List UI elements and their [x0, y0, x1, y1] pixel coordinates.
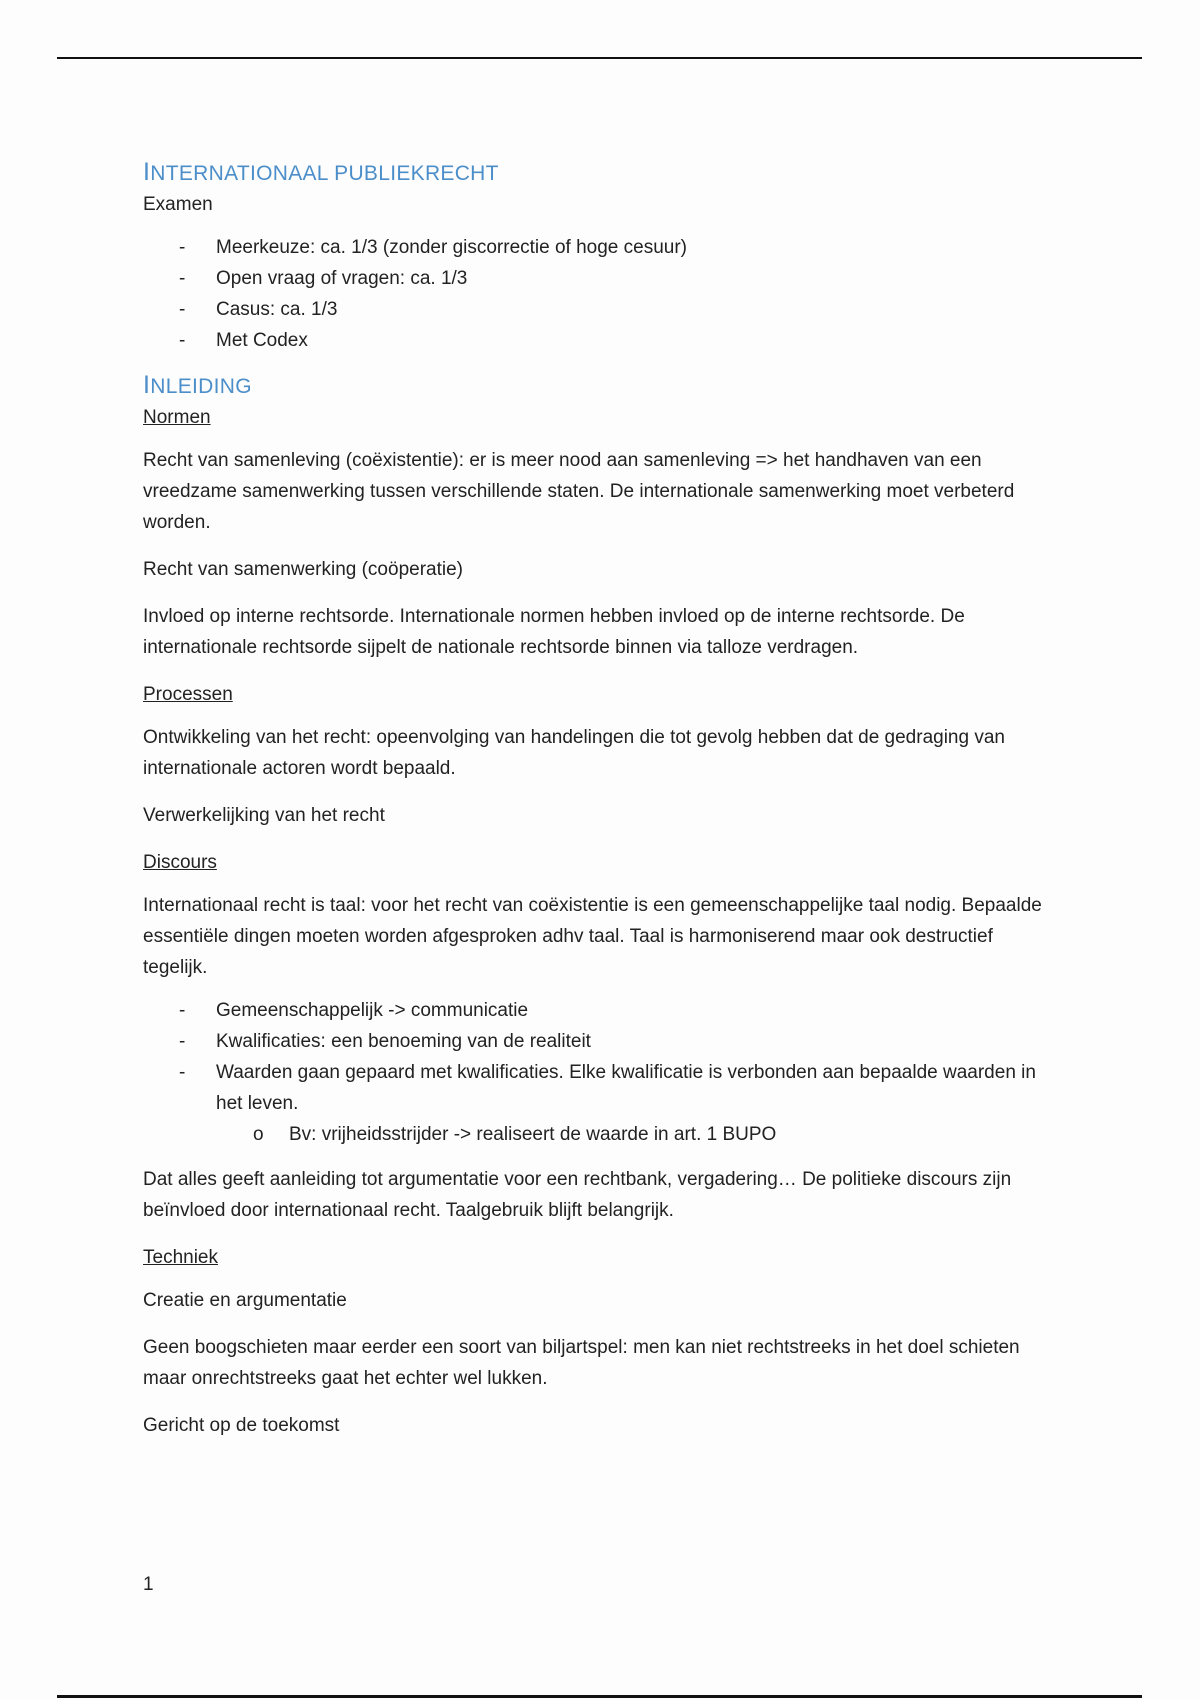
list-item: - Kwalificaties: een benoeming van de realiteit — [179, 1031, 591, 1052]
list-item: - Meerkeuze: ca. 1/3 (zonder giscorrectie of hoge cesuur) — [179, 237, 688, 258]
page-number: 1 — [143, 1574, 154, 1595]
document-title: INTERNATIONAAL PUBLIEKRECHT — [143, 158, 499, 186]
paragraph: Ontwikkeling van het recht: opeenvolging van handelingen die tot gevolg hebben dat de gedraging van internationale actoren wordt bepaald. — [143, 727, 1005, 779]
subheading-normen: Normen — [143, 407, 211, 428]
paragraph: Geen boogschieten maar eerder een soort van biljartspel: men kan niet rechtstreeks in het doel schieten maar onrechtstreeks gaat het echter wel lukken. — [143, 1337, 1020, 1389]
paragraph: Recht van samenwerking (coöperatie) — [143, 559, 463, 580]
bottom-rule — [57, 1695, 1142, 1698]
discours-list — [143, 995, 1043, 1150]
paragraph: Dat alles geeft aanleiding tot argumentatie voor een rechtbank, vergadering… De politieke discours zijn beïnvloed door internationaal recht. Taalgebruik blijft belangrijk. — [143, 1169, 1012, 1221]
paragraph: Invloed op interne rechtsorde. Internationale normen hebben invloed op de interne rechtsorde. De internationale rechtsorde sijpelt de nationale rechtsorde binnen via talloze verdragen. — [143, 606, 965, 658]
subheading-techniek: Techniek — [143, 1247, 218, 1268]
list-item: - Casus: ca. 1/3 — [179, 299, 338, 320]
section-heading-inleiding: INLEIDING — [143, 371, 252, 399]
list-item: - Gemeenschappelijk -> communicatie — [179, 1000, 529, 1021]
subheading-discours: Discours — [143, 852, 217, 873]
top-rule — [57, 57, 1142, 59]
document-body — [143, 157, 1043, 1457]
list-item: - Open vraag of vragen: ca. 1/3 — [179, 268, 468, 289]
paragraph: Verwerkelijking van het recht — [143, 805, 385, 826]
examen-list — [143, 232, 1043, 356]
list-item: - Waarden gaan gepaard met kwalificaties. Elke kwalificatie is verbonden aan bepaalde waarden in het leven. o Bv: vrijheidsstrijder -> realiseert de waarde in art. 1 BUPO — [143, 1057, 1043, 1150]
examen-label: Examen — [143, 194, 213, 215]
paragraph: Internationaal recht is taal: voor het recht van coëxistentie is een gemeenschappelijke taal nodig. Bepaalde essentiële dingen moeten worden afgesproken adhv taal. Taal is harmoniserend maar ook destructief tegelijk. — [143, 895, 1042, 978]
subheading-processen: Processen — [143, 684, 233, 705]
list-item: - Met Codex — [179, 330, 308, 351]
paragraph: Gericht op de toekomst — [143, 1415, 340, 1436]
sub-list-item: o Bv: vrijheidsstrijder -> realiseert de waarde in art. 1 BUPO — [253, 1124, 777, 1145]
paragraph: Recht van samenleving (coëxistentie): er is meer nood aan samenleving => het handhaven van een vreedzame samenwerking tussen verschillende staten. De internationale samenwerking moet verbeterd worden. — [143, 450, 1015, 533]
sub-list — [216, 1119, 1043, 1150]
paragraph: Creatie en argumentatie — [143, 1290, 347, 1311]
